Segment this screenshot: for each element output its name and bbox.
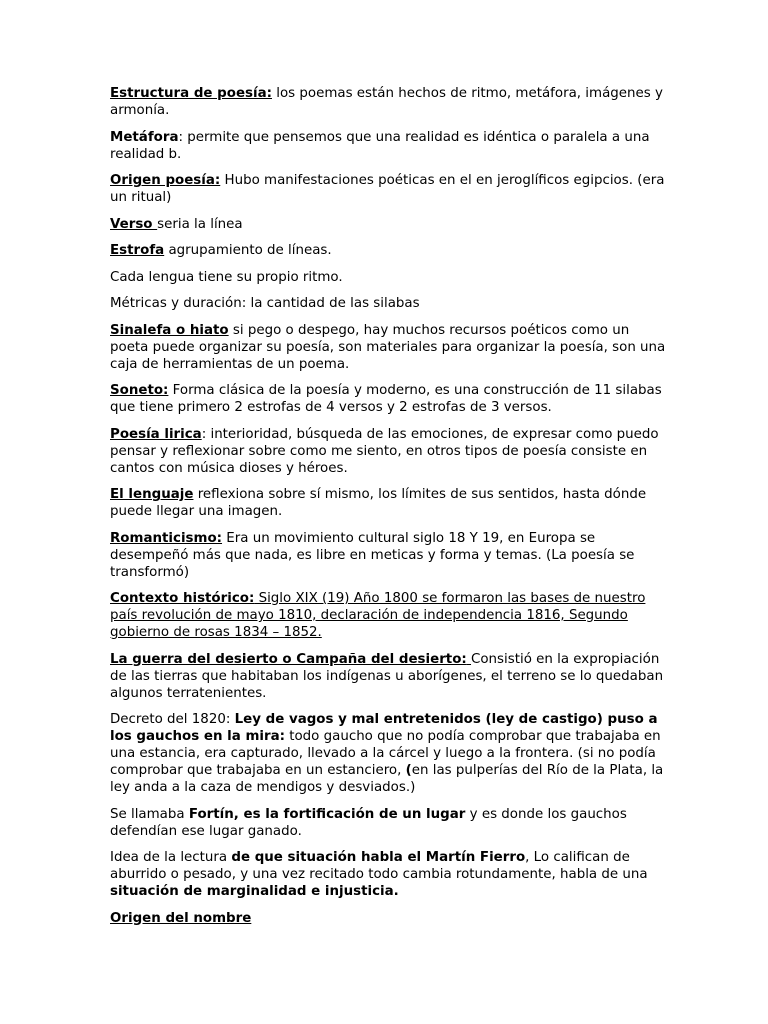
heading-sinalefa: Sinalefa o hiato xyxy=(110,322,229,338)
paragraph-origen-poesia xyxy=(110,172,670,206)
paragraph-origen-nombre xyxy=(110,910,670,927)
heading-metafora: Metáfora xyxy=(110,129,179,145)
text-run: Siglo XIX (19) Año 1800 se formaron las bases de nuestro país revolución de mayo 1810, declaración de independencia 1816, Segundo gobierno de rosas 1834 – 1852. xyxy=(110,591,646,640)
text-run: en las pulperías del Río de la Plata, la ley anda a la caza de mendigos y desviados.) xyxy=(110,763,664,795)
paragraph-fortin xyxy=(110,806,670,840)
paragraph-idea xyxy=(110,849,670,900)
heading-lenguaje: El lenguaje xyxy=(110,487,194,502)
bold-run: Ley de vagos y mal entretenidos (ley de castigo) puso a los gauchos en la mira: xyxy=(110,712,658,744)
text-run: Métricas y duración: la cantidad de las silabas xyxy=(110,296,420,311)
heading-origen-nombre: Origen del nombre xyxy=(110,910,252,926)
heading-soneto: Soneto: xyxy=(110,383,169,398)
text-run: , Lo califican de aburrido o pesado, y una vez recitado todo cambia rotundamente, habla de una xyxy=(110,850,648,882)
text-run: Idea de la lectura xyxy=(110,850,232,865)
heading-poesia-lirica: Poesía lirica xyxy=(110,426,202,442)
bold-run: ( xyxy=(405,763,412,778)
document-body xyxy=(110,85,670,936)
text-run: Se llamaba xyxy=(110,806,189,822)
paragraph-verso xyxy=(110,216,670,233)
heading-origen-poesia: Origen poesía: xyxy=(110,173,221,188)
text-run: Decreto del 1820: xyxy=(110,712,235,727)
paragraph-sinalefa xyxy=(110,322,670,373)
text-run: Forma clásica de la poesía y moderno, es una construcción de 11 silabas que tiene primero 2 estrofas de 4 versos y 2 estrofas de 3 versos. xyxy=(110,383,662,415)
text-run: : permite que pensemos que una realidad es idéntica o paralela a una realidad b. xyxy=(110,129,650,162)
text-run: Consistió en la expropiación de las tierras que habitaban los indígenas u aborígenes, el terreno se lo quedaban algunos terratenientes. xyxy=(110,651,664,701)
paragraph-romanticismo xyxy=(110,530,670,581)
paragraph-guerra xyxy=(110,651,670,702)
text-run: si pego o despego, hay muchos recursos poéticos como un poeta puede organizar su poesía, son materiales para organizar la poesía, son una caja de herramientas de un poema. xyxy=(110,322,666,372)
text-run: Cada lengua tiene su propio ritmo. xyxy=(110,269,343,285)
bold-run: situación de marginalidad e injusticia. xyxy=(110,884,399,899)
paragraph-contexto xyxy=(110,590,670,641)
heading-estrofa: Estrofa xyxy=(110,243,165,258)
text-run: agrupamiento de líneas. xyxy=(164,243,332,258)
bold-run: de que situación habla el Martín Fierro xyxy=(231,850,526,865)
heading-estructura: Estructura de poesía: xyxy=(110,86,272,101)
heading-verso: Verso xyxy=(110,216,158,232)
paragraph-lenguaje xyxy=(110,486,670,520)
text-run: Era un movimiento cultural siglo 18 Y 19, en Europa se desempeñó más que nada, es libre en meticas y forma y temas. (La poesía se transformó) xyxy=(110,530,635,580)
paragraph-estrofa xyxy=(110,242,670,259)
heading-romanticismo: Romanticismo: xyxy=(110,530,223,546)
paragraph-poesia-lirica xyxy=(110,426,670,477)
paragraph-decreto xyxy=(110,711,670,796)
text-run: los poemas están hechos de ritmo, metáfora, imágenes y armonía. xyxy=(110,86,663,118)
paragraph-lengua xyxy=(110,269,670,286)
heading-guerra: La guerra del desierto o Campaña del desierto: xyxy=(110,651,467,667)
paragraph-estructura xyxy=(110,85,670,119)
text-run: seria la línea xyxy=(157,216,243,232)
text-run: reflexiona sobre sí mismo, los límites de sus sentidos, hasta dónde puede llegar una imagen. xyxy=(110,487,647,519)
paragraph-soneto xyxy=(110,382,670,416)
paragraph-metafora xyxy=(110,129,670,163)
heading-contexto: Contexto histórico: xyxy=(110,591,255,606)
text-run: : interioridad, búsqueda de las emociones, de expresar como puedo pensar y reflexionar sobre como me siento, en otros tipos de poesía consiste en cantos con música dioses y héroes. xyxy=(110,426,659,476)
text-run: todo gaucho que no podía comprobar que trabajaba en una estancia, era capturado, llevado a la cárcel y luego a la frontera. (si no podía comprobar que trabajaba en un estanciero, xyxy=(110,729,661,778)
text-run: Hubo manifestaciones poéticas en el en jeroglíficos egipcios. (era un ritual) xyxy=(110,173,665,205)
paragraph-metricas xyxy=(110,295,670,312)
text-run: y es donde los gauchos defendían ese lugar ganado. xyxy=(110,806,627,839)
bold-run: Fortín, es la fortificación de un lugar xyxy=(188,806,466,822)
